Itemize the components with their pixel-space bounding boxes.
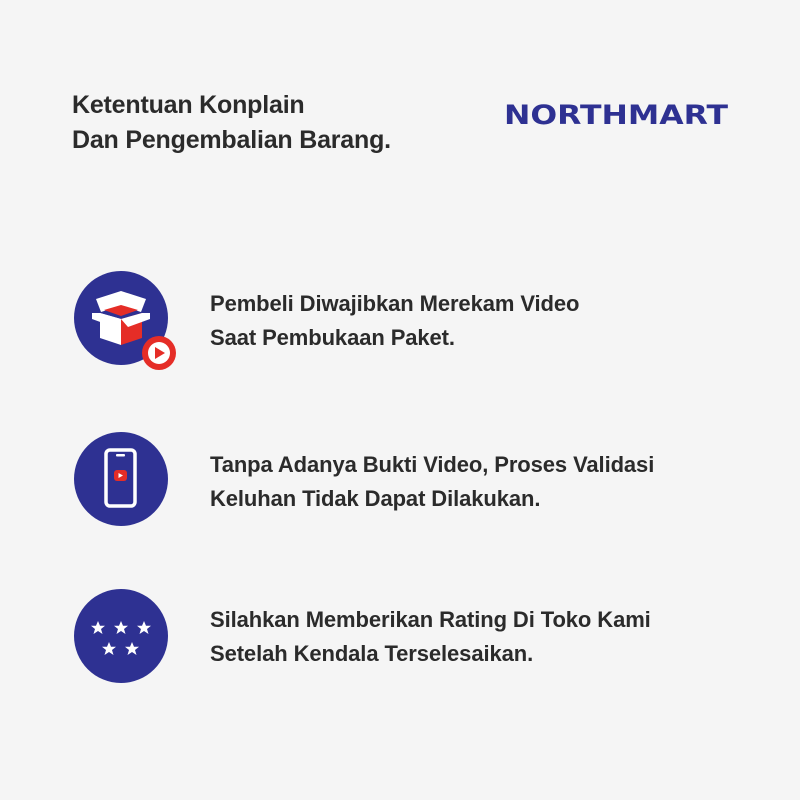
star-icon	[91, 621, 105, 634]
rule-text-line-2: Setelah Kendala Terselesaikan.	[210, 641, 534, 666]
page-title-line-2: Dan Pengembalian Barang.	[72, 126, 391, 154]
rule-icon-circle	[74, 589, 168, 683]
rule-icon-circle	[74, 432, 168, 526]
brand-logo-wordmark: NORTHMART	[504, 100, 729, 131]
open-box-video-icon	[74, 271, 168, 365]
rule-text-line-1: Silahkan Memberikan Rating Di Toko Kami	[210, 607, 651, 632]
rule-text-line-2: Saat Pembukaan Paket.	[210, 325, 455, 350]
star-rating-icon	[74, 589, 168, 683]
page-title	[72, 88, 391, 158]
star-icon	[102, 642, 116, 655]
rule-text	[210, 287, 579, 355]
brand-logo-svg	[504, 96, 730, 132]
rule-text-line-1: Pembeli Diwajibkan Merekam Video	[210, 291, 580, 316]
star-icon	[125, 642, 139, 655]
rule-text	[210, 603, 651, 671]
phone-video-icon	[74, 432, 168, 526]
brand-logo	[504, 96, 730, 132]
star-icon	[137, 621, 151, 634]
star-icon	[114, 621, 128, 634]
rule-item-video-proof	[0, 432, 800, 532]
rule-icon-circle	[74, 271, 168, 365]
rule-text-line-2: Keluhan Tidak Dapat Dilakukan.	[210, 486, 541, 511]
rule-item-give-rating	[0, 589, 800, 689]
rule-text	[210, 448, 654, 516]
rule-text-line-1: Tanpa Adanya Bukti Video, Proses Validasi	[210, 452, 655, 477]
rule-item-record-video	[0, 271, 800, 371]
page-title-line-1: Ketentuan Konplain	[72, 91, 305, 119]
